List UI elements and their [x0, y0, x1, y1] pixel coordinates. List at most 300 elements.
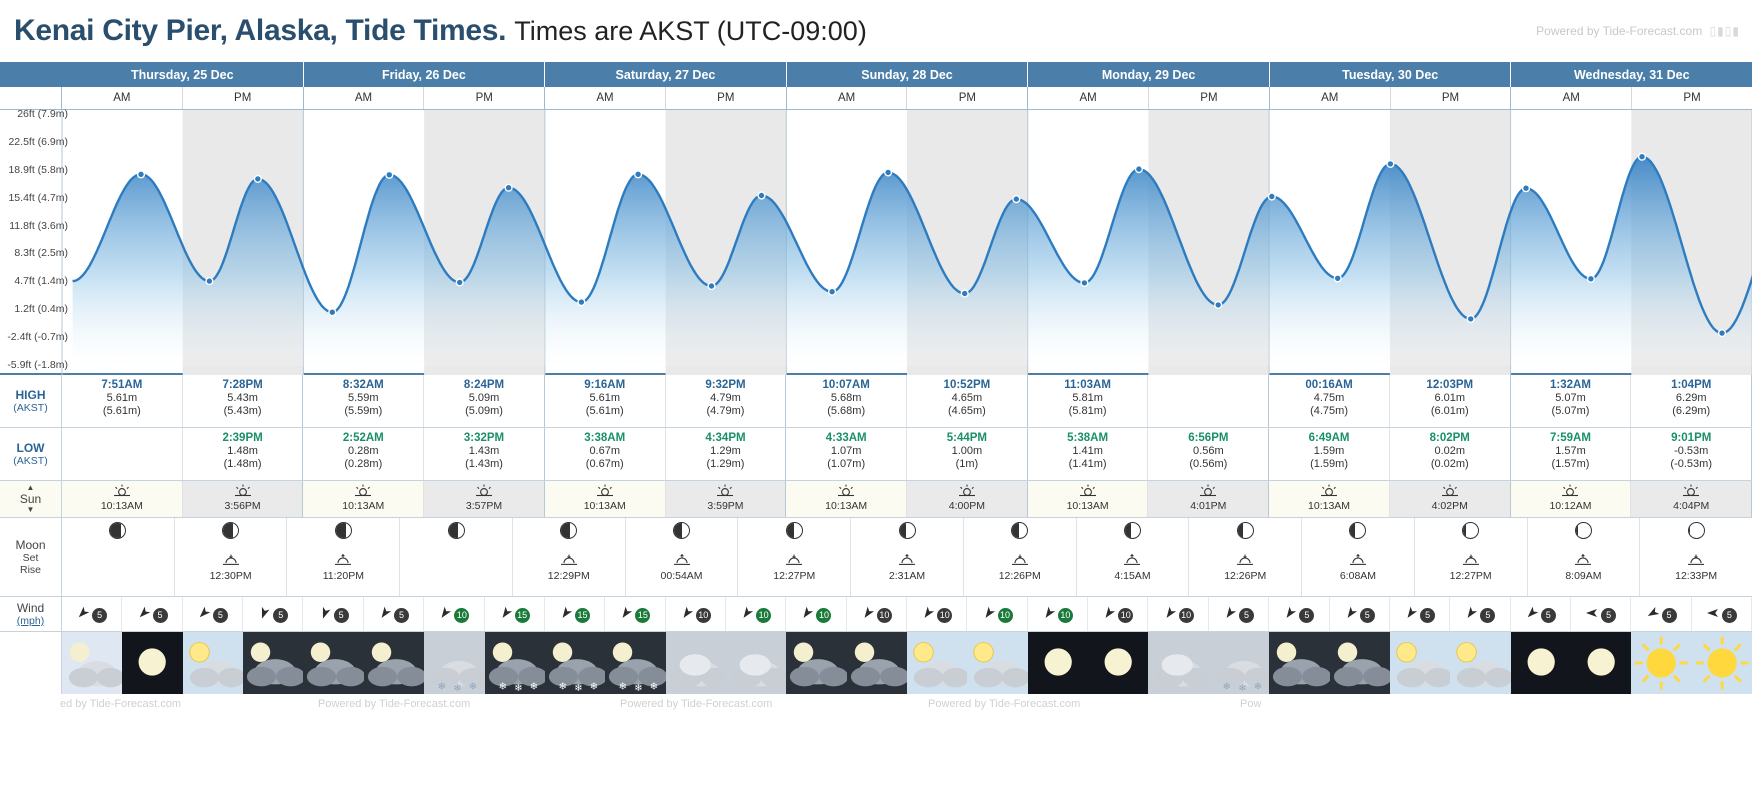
low-tide-height: 1.07m — [830, 445, 862, 457]
sun-label-text: Sun — [19, 492, 42, 506]
low-tide-point — [329, 309, 336, 316]
day-header-label: Monday, 29 Dec — [1101, 67, 1196, 82]
low-tide-cell-8 — [1028, 428, 1149, 480]
powered-by-header — [1536, 24, 1740, 38]
sun-time: 3:57PM — [465, 500, 503, 512]
moon-cells — [62, 518, 1752, 596]
svg-text:❄: ❄ — [574, 683, 583, 694]
sun-time: 4:02PM — [1431, 500, 1468, 512]
low-label-tz: (AKST) — [13, 455, 48, 467]
low-tide-cell-9 — [1148, 428, 1269, 480]
partly-cloudy-day-icon — [183, 632, 243, 694]
svg-text:❄: ❄ — [1222, 681, 1231, 693]
low-tide-time: 3:38AM — [584, 432, 626, 444]
moon-cell-9 — [1077, 518, 1190, 596]
high-tide-height: 5.59m — [348, 392, 379, 404]
wind-speed-badge: 15 — [575, 608, 590, 623]
high-tide-point — [1268, 193, 1275, 200]
sun-down-arrow-icon: ▼ — [26, 505, 35, 514]
moonset-icon — [739, 553, 849, 570]
sun-time: 3:59PM — [707, 500, 744, 512]
moon-cell-12 — [1415, 518, 1528, 596]
high-tide-cell-2 — [303, 375, 424, 427]
high-tide-cell-9 — [1148, 375, 1269, 427]
ampm-header-4: AM — [545, 87, 666, 109]
cloudy-icon — [666, 632, 726, 694]
sun-time: 10:13AM — [1308, 500, 1351, 512]
wind-direction-arrow-icon — [619, 606, 633, 624]
wind-speed-badge: 5 — [1480, 608, 1495, 623]
sunrise-icon — [1270, 484, 1388, 500]
low-tide-point — [1081, 280, 1088, 287]
sunny-icon — [1692, 632, 1752, 694]
watermark-bars-icon: ▯▮▯▮ — [1709, 24, 1740, 38]
sun-time: 10:13AM — [1066, 500, 1109, 512]
wind-speed-badge: 10 — [1118, 608, 1133, 623]
wind-direction-arrow-icon — [1646, 606, 1660, 624]
high-tide-height: 5.61m — [589, 392, 621, 404]
wind-cell-2 — [183, 597, 243, 631]
sun-cell-0 — [62, 481, 183, 517]
sun-cell-5 — [666, 481, 787, 517]
high-tide-cell-1 — [183, 375, 304, 427]
high-tide-cells — [62, 375, 1752, 427]
snow-cloud-icon — [1209, 632, 1269, 694]
sunrise-icon — [63, 484, 181, 500]
weather-cell-17 — [1088, 632, 1148, 694]
wind-speed-badge: 5 — [153, 608, 168, 623]
wind-unit-link[interactable]: (mph) — [16, 615, 45, 627]
footer-watermarks — [0, 694, 1752, 718]
wind-direction-arrow-icon — [559, 606, 573, 624]
sun-cell-4 — [545, 481, 666, 517]
moonset-icon — [1190, 553, 1300, 570]
wind-direction-arrow-icon — [1042, 606, 1056, 624]
low-tide-point — [1215, 302, 1222, 309]
ampm-header-10: AM — [1270, 87, 1391, 109]
sunrise-icon — [1029, 484, 1147, 500]
wind-cell-20 — [1269, 597, 1329, 631]
day-header-label: Friday, 26 Dec — [381, 67, 466, 82]
wind-direction-arrow-icon — [318, 606, 332, 624]
wind-label-text: Wind — [16, 601, 45, 615]
wind-direction-arrow-icon — [76, 606, 90, 624]
moon-cell-13 — [1528, 518, 1641, 596]
wind-speed-badge: 5 — [1239, 608, 1254, 623]
page-title: Kenai City Pier, Alaska, Tide Times. — [14, 14, 507, 47]
moon-phase-icon — [514, 522, 624, 539]
low-tide-cell-4 — [545, 428, 666, 480]
wind-cell-4 — [303, 597, 363, 631]
high-tide-time: 11:03AM — [1064, 379, 1111, 391]
weather-cell-1 — [122, 632, 182, 694]
high-tide-height-alt: (5.43m) — [223, 405, 262, 417]
wind-cell-13 — [847, 597, 907, 631]
high-tide-cell-7 — [907, 375, 1028, 427]
cloudy-night-icon — [364, 632, 424, 694]
high-tide-time: 1:32AM — [1550, 379, 1591, 391]
day-header-label: Thursday, 25 Dec — [130, 67, 234, 82]
moon-spacer — [739, 539, 849, 553]
sun-row — [0, 481, 1752, 518]
sunset-icon — [908, 484, 1026, 500]
day-header-row — [0, 62, 1752, 87]
wind-direction-arrow-icon — [378, 606, 392, 624]
low-tide-cell-6 — [786, 428, 907, 480]
moonrise-icon — [1078, 553, 1188, 570]
high-tide-cell-4 — [545, 375, 666, 427]
low-tide-height: 1.00m — [951, 445, 983, 457]
day-header-spacer — [0, 62, 62, 87]
weather-cell-26 — [1631, 632, 1691, 694]
low-tide-time: 8:02PM — [1429, 432, 1470, 444]
moon-phase-icon — [1303, 522, 1413, 539]
moon-set-label: Set — [22, 552, 39, 564]
wind-speed-badge: 5 — [213, 608, 228, 623]
high-tide-height-alt: (5.09m) — [465, 405, 503, 417]
high-tide-point — [505, 184, 512, 191]
moon-spacer — [1416, 539, 1526, 553]
moon-phase-icon — [852, 522, 962, 539]
high-tide-point — [635, 171, 642, 178]
wind-speed-badge: 5 — [1360, 608, 1375, 623]
sun-cell-2 — [303, 481, 424, 517]
wind-cell-3 — [243, 597, 303, 631]
svg-text:❄: ❄ — [453, 683, 462, 694]
low-tide-time: 4:34PM — [705, 432, 746, 444]
moonrise-icon — [627, 553, 737, 570]
wind-direction-arrow-icon — [1464, 606, 1478, 624]
low-tide-label — [0, 428, 62, 480]
moon-spacer — [627, 539, 737, 553]
high-tide-point — [386, 171, 393, 178]
moon-cell-1 — [175, 518, 288, 596]
wind-direction-arrow-icon — [800, 606, 814, 624]
day-header-label: Sunday, 28 Dec — [861, 67, 953, 82]
sun-cell-9 — [1148, 481, 1269, 517]
ampm-header-1: PM — [183, 87, 304, 109]
moon-spacer — [176, 539, 286, 553]
wind-cell-21 — [1330, 597, 1390, 631]
sun-time: 4:01PM — [1190, 500, 1227, 512]
moon-event-time: 2:31AM — [888, 570, 926, 582]
low-tide-time: 9:01PM — [1671, 432, 1712, 444]
weather-cell-10 — [666, 632, 726, 694]
day-header-6 — [1511, 62, 1752, 87]
clear-night-icon — [1028, 632, 1088, 694]
y-axis-label-4: 11.8ft (3.6m) — [9, 219, 68, 232]
moon-phase-icon — [63, 522, 173, 539]
moon-phase-icon — [1529, 522, 1639, 539]
partly-cloudy-night-icon — [62, 632, 122, 694]
weather-cell-21 — [1330, 632, 1390, 694]
low-tide-height-alt: (1.29m) — [706, 458, 745, 470]
low-tide-height-alt: (1.41m) — [1068, 458, 1107, 470]
low-tide-time: 4:33AM — [825, 432, 867, 444]
sun-cell-13 — [1631, 481, 1752, 517]
sunrise-icon — [1512, 484, 1630, 500]
moon-event-time: 12:33PM — [1675, 570, 1718, 582]
moonset-icon — [965, 553, 1075, 570]
wind-direction-arrow-icon — [137, 606, 151, 624]
low-tide-height: 0.28m — [348, 445, 379, 457]
weather-cell-18 — [1148, 632, 1208, 694]
y-axis-label-0: 26ft (7.9m) — [17, 108, 68, 120]
day-header-4 — [1028, 62, 1270, 87]
wind-speed-badge: 10 — [998, 608, 1013, 623]
sunny-icon — [1631, 632, 1691, 694]
tide-curve-svg — [0, 110, 1752, 375]
powered-by-text: Powered by Tide-Forecast.com — [1536, 24, 1703, 38]
moon-event-time: 12:30PM — [209, 570, 252, 582]
sun-cell-11 — [1390, 481, 1511, 517]
sun-time: 10:13AM — [825, 500, 868, 512]
clear-night-icon — [1088, 632, 1148, 694]
high-tide-height-alt: (5.61m) — [102, 405, 141, 417]
moon-phase-icon — [288, 522, 398, 539]
wind-direction-arrow-icon — [1585, 606, 1599, 624]
moon-spacer — [1078, 539, 1188, 553]
day-header-5 — [1270, 62, 1512, 87]
weather-cells — [62, 632, 1752, 694]
low-tide-height: 0.67m — [589, 445, 621, 457]
low-tide-height: 1.29m — [710, 445, 741, 457]
low-tide-point — [1719, 330, 1726, 337]
low-tide-height-alt: (-0.53m) — [1670, 458, 1712, 470]
low-tide-height: 0.56m — [1193, 445, 1224, 457]
low-tide-cell-11 — [1390, 428, 1511, 480]
y-axis-label-6: 4.7ft (1.4m) — [14, 275, 68, 288]
wind-direction-arrow-icon — [1223, 606, 1237, 624]
sun-cell-6 — [786, 481, 907, 517]
high-tide-height: 5.07m — [1555, 392, 1586, 404]
y-axis-label-9: -5.9ft (-1.8m) — [7, 359, 68, 371]
wind-direction-arrow-icon — [680, 606, 694, 624]
sun-cell-3 — [424, 481, 545, 517]
wind-cell-12 — [786, 597, 846, 631]
wind-cell-24 — [1511, 597, 1571, 631]
high-tide-label — [0, 375, 62, 427]
high-tide-height-alt: (4.65m) — [947, 405, 986, 417]
svg-text:❄: ❄ — [513, 683, 522, 694]
low-tide-time: 2:52AM — [342, 432, 384, 444]
weather-cell-0 — [62, 632, 122, 694]
footer-watermark-2: Powered by Tide-Forecast.com — [620, 698, 773, 710]
wind-cell-14 — [907, 597, 967, 631]
high-tide-time: 9:16AM — [584, 379, 626, 391]
high-tide-point — [1136, 166, 1143, 173]
y-axis-label-7: 1.2ft (0.4m) — [14, 303, 68, 316]
svg-text:❄: ❄ — [558, 681, 567, 693]
wind-cell-0 — [62, 597, 122, 631]
clear-night-icon — [1571, 632, 1631, 694]
wind-speed-badge: 15 — [635, 608, 650, 623]
weather-cell-19 — [1209, 632, 1269, 694]
moon-cell-0 — [62, 518, 175, 596]
low-tide-cell-2 — [303, 428, 424, 480]
moon-spacer — [63, 539, 173, 553]
snow-night-icon — [605, 632, 665, 694]
day-header-label: Saturday, 27 Dec — [615, 67, 716, 82]
ampm-header-6: AM — [787, 87, 908, 109]
low-tide-height: 1.48m — [227, 445, 258, 457]
wind-speed-badge: 15 — [515, 608, 530, 623]
low-tide-time: 6:49AM — [1308, 432, 1350, 444]
ampm-header-13: PM — [1683, 92, 1701, 104]
ampm-header-3: PM — [424, 87, 545, 109]
low-tide-height: 1.41m — [1072, 445, 1103, 457]
ampm-header-9: PM — [1149, 87, 1270, 109]
moon-phase-icon — [1416, 522, 1526, 539]
low-tide-time: 5:38AM — [1067, 432, 1109, 444]
low-tide-cells — [62, 428, 1752, 480]
wind-cell-23 — [1450, 597, 1510, 631]
high-tide-time: 12:03PM — [1426, 379, 1474, 391]
high-tide-time: 9:32PM — [705, 379, 746, 391]
high-tide-height-alt: (5.68m) — [827, 405, 866, 417]
wind-direction-arrow-icon — [257, 606, 271, 624]
ampm-header-12: AM — [1511, 87, 1632, 109]
weather-cell-2 — [183, 632, 243, 694]
high-tide-point — [254, 176, 261, 183]
wind-row — [0, 597, 1752, 632]
sun-cell-1 — [183, 481, 304, 517]
moon-phase-icon — [965, 522, 1075, 539]
moon-cell-7 — [851, 518, 964, 596]
wind-cell-1 — [122, 597, 182, 631]
moon-label — [0, 518, 62, 596]
high-tide-time: 8:24PM — [463, 379, 505, 391]
moon-phase-icon — [1078, 522, 1188, 539]
sunrise-icon — [787, 484, 905, 500]
moon-label-text: Moon — [15, 538, 46, 552]
moon-spacer — [514, 539, 624, 553]
cloudy-night-icon — [243, 632, 303, 694]
weather-row — [0, 632, 1752, 694]
high-tide-height: 6.29m — [1675, 392, 1707, 404]
low-tide-point — [1334, 275, 1341, 282]
moon-phase-icon — [627, 522, 737, 539]
partly-cloudy-day-icon — [967, 632, 1027, 694]
wind-direction-arrow-icon — [1525, 606, 1539, 624]
wind-speed-badge: 10 — [877, 608, 892, 623]
sun-time: 3:56PM — [224, 500, 261, 512]
weather-cell-13 — [847, 632, 907, 694]
moon-spacer — [1641, 539, 1751, 553]
wind-cells — [62, 597, 1752, 631]
partly-cloudy-day-icon — [907, 632, 967, 694]
moon-event-time: 12:26PM — [1224, 570, 1267, 582]
high-tide-height: 4.79m — [710, 392, 741, 404]
wind-cell-16 — [1028, 597, 1088, 631]
high-tide-height: 5.81m — [1072, 392, 1103, 404]
weather-cell-22 — [1390, 632, 1450, 694]
svg-text:❄: ❄ — [1238, 683, 1247, 694]
y-axis-label-1: 22.5ft (6.9m) — [8, 135, 68, 148]
wind-cell-7 — [485, 597, 545, 631]
high-tide-cell-13 — [1631, 375, 1752, 427]
wind-direction-arrow-icon — [197, 606, 211, 624]
day-header-1 — [304, 62, 546, 87]
sun-time: 4:00PM — [948, 500, 985, 512]
low-tide-height: 1.59m — [1313, 445, 1345, 457]
low-tide-height-alt: (0.02m) — [1430, 458, 1469, 470]
ampm-header-11: PM — [1391, 87, 1512, 109]
cloudy-night-icon — [786, 632, 846, 694]
low-tide-row — [0, 428, 1752, 481]
ampm-header-7: PM — [907, 87, 1028, 109]
high-tide-cell-5 — [666, 375, 787, 427]
cloudy-night-icon — [303, 632, 363, 694]
moon-phase-icon — [176, 522, 286, 539]
low-tide-height-alt: (1.48m) — [223, 458, 262, 470]
footer-watermark-1: Powered by Tide-Forecast.com — [318, 698, 471, 710]
wind-speed-badge: 10 — [1058, 608, 1073, 623]
wind-cell-15 — [967, 597, 1027, 631]
low-tide-time: 5:44PM — [946, 432, 988, 444]
high-tide-time: 7:51AM — [101, 379, 143, 391]
sunset-icon — [184, 484, 302, 500]
low-tide-point — [456, 279, 463, 286]
wind-speed-badge: 5 — [92, 608, 107, 623]
cloudy-icon — [726, 632, 786, 694]
weather-cell-27 — [1692, 632, 1752, 694]
low-tide-time: 2:39PM — [222, 432, 263, 444]
moon-event-time: 12:27PM — [773, 570, 816, 582]
y-axis-label-5: 8.3ft (2.5m) — [14, 247, 68, 260]
low-tide-height-alt: (1.59m) — [1310, 458, 1348, 470]
moon-cell-6 — [738, 518, 851, 596]
high-tide-point — [138, 171, 145, 178]
moon-spacer — [1529, 539, 1639, 553]
low-tide-cell-10 — [1269, 428, 1390, 480]
y-axis-label-3: 15.4ft (4.7m) — [8, 191, 68, 204]
wind-direction-arrow-icon — [1163, 606, 1177, 624]
high-tide-height-alt: (6.29m) — [1672, 405, 1711, 417]
high-tide-height-alt: (5.59m) — [344, 405, 383, 417]
low-tide-height-alt: (0.28m) — [344, 458, 383, 470]
low-tide-height-alt: (0.67m) — [585, 458, 624, 470]
high-tide-height-alt: (4.79m) — [706, 405, 745, 417]
sunset-icon — [1391, 484, 1509, 500]
wind-speed-badge: 5 — [1541, 608, 1556, 623]
wind-speed-badge: 5 — [1299, 608, 1314, 623]
weather-cell-6 — [424, 632, 484, 694]
moonset-icon — [1641, 553, 1751, 570]
moon-phase-icon — [1641, 522, 1751, 539]
sunset-icon — [667, 484, 785, 500]
low-tide-height-alt: (0.56m) — [1189, 458, 1228, 470]
high-tide-height: 5.43m — [227, 392, 258, 404]
low-tide-height-alt: (1.07m) — [827, 458, 866, 470]
weather-cell-4 — [303, 632, 363, 694]
high-tide-height-alt: (4.75m) — [1310, 405, 1348, 417]
sun-cell-12 — [1511, 481, 1632, 517]
moonset-icon — [176, 553, 286, 570]
weather-cell-7 — [485, 632, 545, 694]
low-tide-cell-13 — [1631, 428, 1752, 480]
day-header-label: Tuesday, 30 Dec — [1342, 67, 1439, 82]
moon-phase-icon — [739, 522, 849, 539]
high-tide-height: 4.75m — [1313, 392, 1345, 404]
wind-direction-arrow-icon — [982, 606, 996, 624]
moon-event-time: 12:29PM — [547, 570, 590, 582]
weather-cell-23 — [1450, 632, 1510, 694]
high-label-text: HIGH — [15, 388, 46, 402]
high-tide-time: 8:32AM — [342, 379, 384, 391]
sunrise-icon — [304, 484, 422, 500]
sun-cell-8 — [1028, 481, 1149, 517]
